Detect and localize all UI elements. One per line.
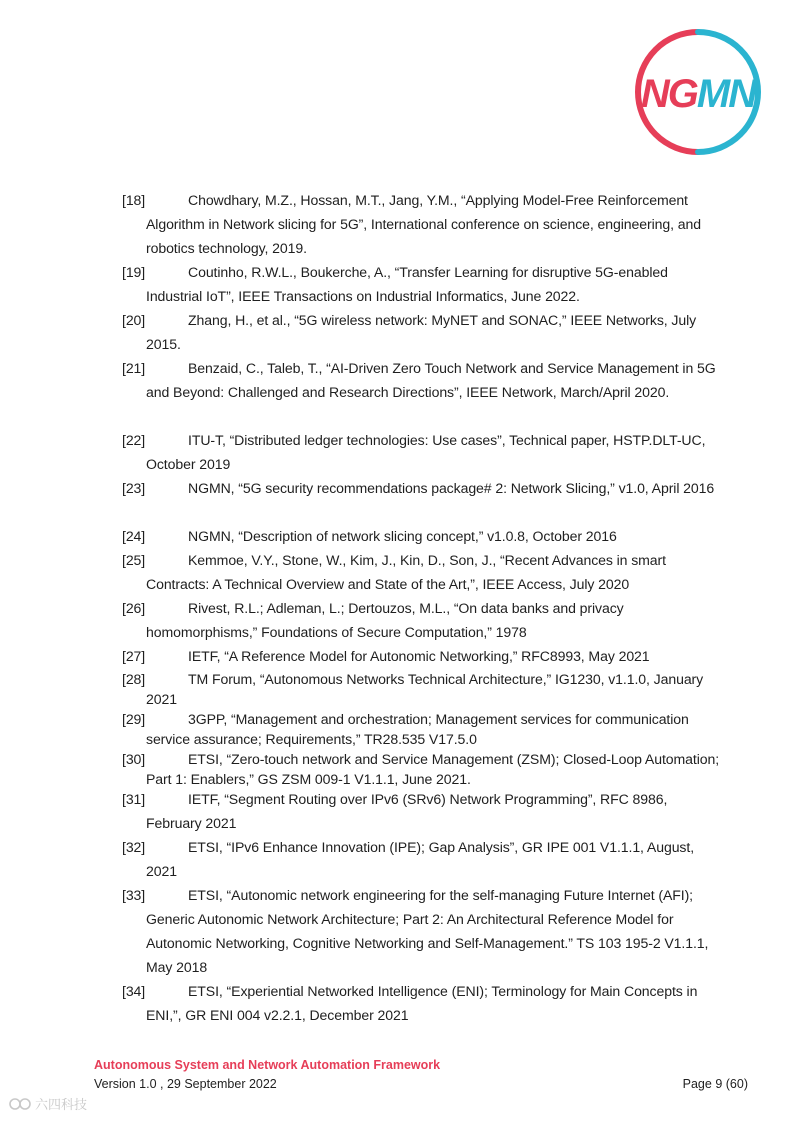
reference-number: [19]: [122, 264, 146, 280]
reference-text: ETSI, “IPv6 Enhance Innovation (IPE); Gap Analysis”, GR IPE 001 V1.1.1, August, 2021: [146, 839, 695, 879]
ngmn-logo: [634, 28, 762, 156]
reference-number: [22]: [122, 432, 146, 448]
page-total: (60): [725, 1077, 748, 1091]
reference-number: [33]: [122, 887, 146, 903]
reference-item: [122, 260, 722, 308]
reference-text: TM Forum, “Autonomous Networks Technical Architecture,” IG1230, v1.1.0, January 2021: [146, 671, 704, 707]
page-label: Page: [682, 1077, 712, 1091]
reference-text: IETF, “Segment Routing over IPv6 (SRv6) Network Programming”, RFC 8986, February 2021: [146, 791, 668, 831]
reference-item: [122, 356, 722, 404]
reference-item: [122, 596, 722, 644]
reference-number: [27]: [122, 648, 146, 664]
reference-text: Chowdhary, M.Z., Hossan, M.T., Jang, Y.M., “Applying Model-Free Reinforcement Algorithm in Network slicing for 5G”, International conference on science, engineering, and robotics technology, 2019.: [146, 192, 701, 256]
footer-version: Version 1.0 , 29 September 2022: [94, 1077, 277, 1091]
reference-number: [21]: [122, 360, 146, 376]
reference-text: Zhang, H., et al., “5G wireless network: MyNET and SONAC,” IEEE Networks, July 2015.: [146, 312, 697, 352]
reference-item: [122, 548, 722, 596]
reference-number: [32]: [122, 839, 146, 855]
reference-item: [122, 188, 722, 260]
reference-item: [122, 308, 722, 356]
reference-item: [122, 979, 722, 1027]
reference-text: Coutinho, R.W.L., Boukerche, A., “Transfer Learning for disruptive 5G-enabled Industrial IoT”, IEEE Transactions on Industrial Informatics, June 2022.: [146, 264, 668, 304]
reference-text: Benzaid, C., Taleb, T., “AI-Driven Zero Touch Network and Service Management in 5G and Beyond: Challenged and Research Directions”, IEEE Network, March/April 2020.: [146, 360, 716, 400]
reference-text: Kemmoe, V.Y., Stone, W., Kim, J., Kin, D., Son, J., “Recent Advances in smart Contracts: A Technical Overview and State of the Art,”, IEEE Access, July 2020: [146, 552, 666, 592]
reference-number: [31]: [122, 791, 146, 807]
reference-item: [122, 709, 722, 749]
reference-number: [24]: [122, 528, 146, 544]
reference-item: [122, 883, 722, 979]
reference-number: [26]: [122, 600, 146, 616]
reference-text: IETF, “A Reference Model for Autonomic Networking,” RFC8993, May 2021: [188, 648, 650, 664]
reference-text: NGMN, “5G security recommendations package# 2: Network Slicing,” v1.0, April 2016: [188, 480, 715, 496]
reference-text: ETSI, “Experiential Networked Intelligence (ENI); Terminology for Main Concepts in ENI,”, GR ENI 004 v2.2.1, December 2021: [146, 983, 698, 1023]
watermark-text: 六四科技: [35, 1097, 88, 1112]
reference-text: 3GPP, “Management and orchestration; Management services for communication service assurance; Requirements,” TR28.535 V17.5.0: [146, 711, 689, 747]
reference-item: [122, 669, 722, 709]
reference-number: [28]: [122, 671, 146, 687]
reference-item: [122, 787, 722, 835]
reference-number: [34]: [122, 983, 146, 999]
reference-item: [122, 644, 722, 668]
reference-text: ETSI, “Autonomic network engineering for the self-managing Future Internet (AFI); Generic Autonomic Network Architecture; Part 2: An Architectural Reference Model for Autonomic Networking, Cognitive Networking and Self-Management.” TS 103 195-2 V1.1.1, May 2018: [146, 887, 709, 975]
reference-number: [18]: [122, 192, 146, 208]
page-number: 9: [715, 1077, 723, 1091]
page-indicator: [683, 1077, 748, 1091]
reference-item: [122, 749, 722, 789]
footer-document-title: Autonomous System and Network Automation Framework: [94, 1058, 441, 1072]
reference-item: [122, 476, 722, 500]
reference-text: NGMN, “Description of network slicing concept,” v1.0.8, October 2016: [188, 528, 617, 544]
reference-number: [25]: [122, 552, 146, 568]
reference-number: [20]: [122, 312, 146, 328]
reference-number: [23]: [122, 480, 146, 496]
reference-text: Rivest, R.L.; Adleman, L.; Dertouzos, M.L., “On data banks and privacy homomorphisms,” Foundations of Secure Computation,” 1978: [146, 600, 624, 640]
reference-number: [29]: [122, 711, 146, 727]
reference-item: [122, 428, 722, 476]
reference-item: [122, 835, 722, 883]
reference-text: ETSI, “Zero-touch network and Service Management (ZSM); Closed-Loop Automation; Part 1: Enablers,” GS ZSM 009-1 V1.1.1, June 2021.: [146, 751, 720, 787]
reference-number: [30]: [122, 751, 146, 767]
watermark-icon: [8, 1097, 32, 1111]
watermark: [8, 1094, 87, 1113]
svg-text:NGMN: NGMN: [640, 72, 756, 116]
reference-text: ITU-T, “Distributed ledger technologies: Use cases”, Technical paper, HSTP.DLT-UC, October 2019: [146, 432, 706, 472]
reference-item: [122, 524, 722, 548]
